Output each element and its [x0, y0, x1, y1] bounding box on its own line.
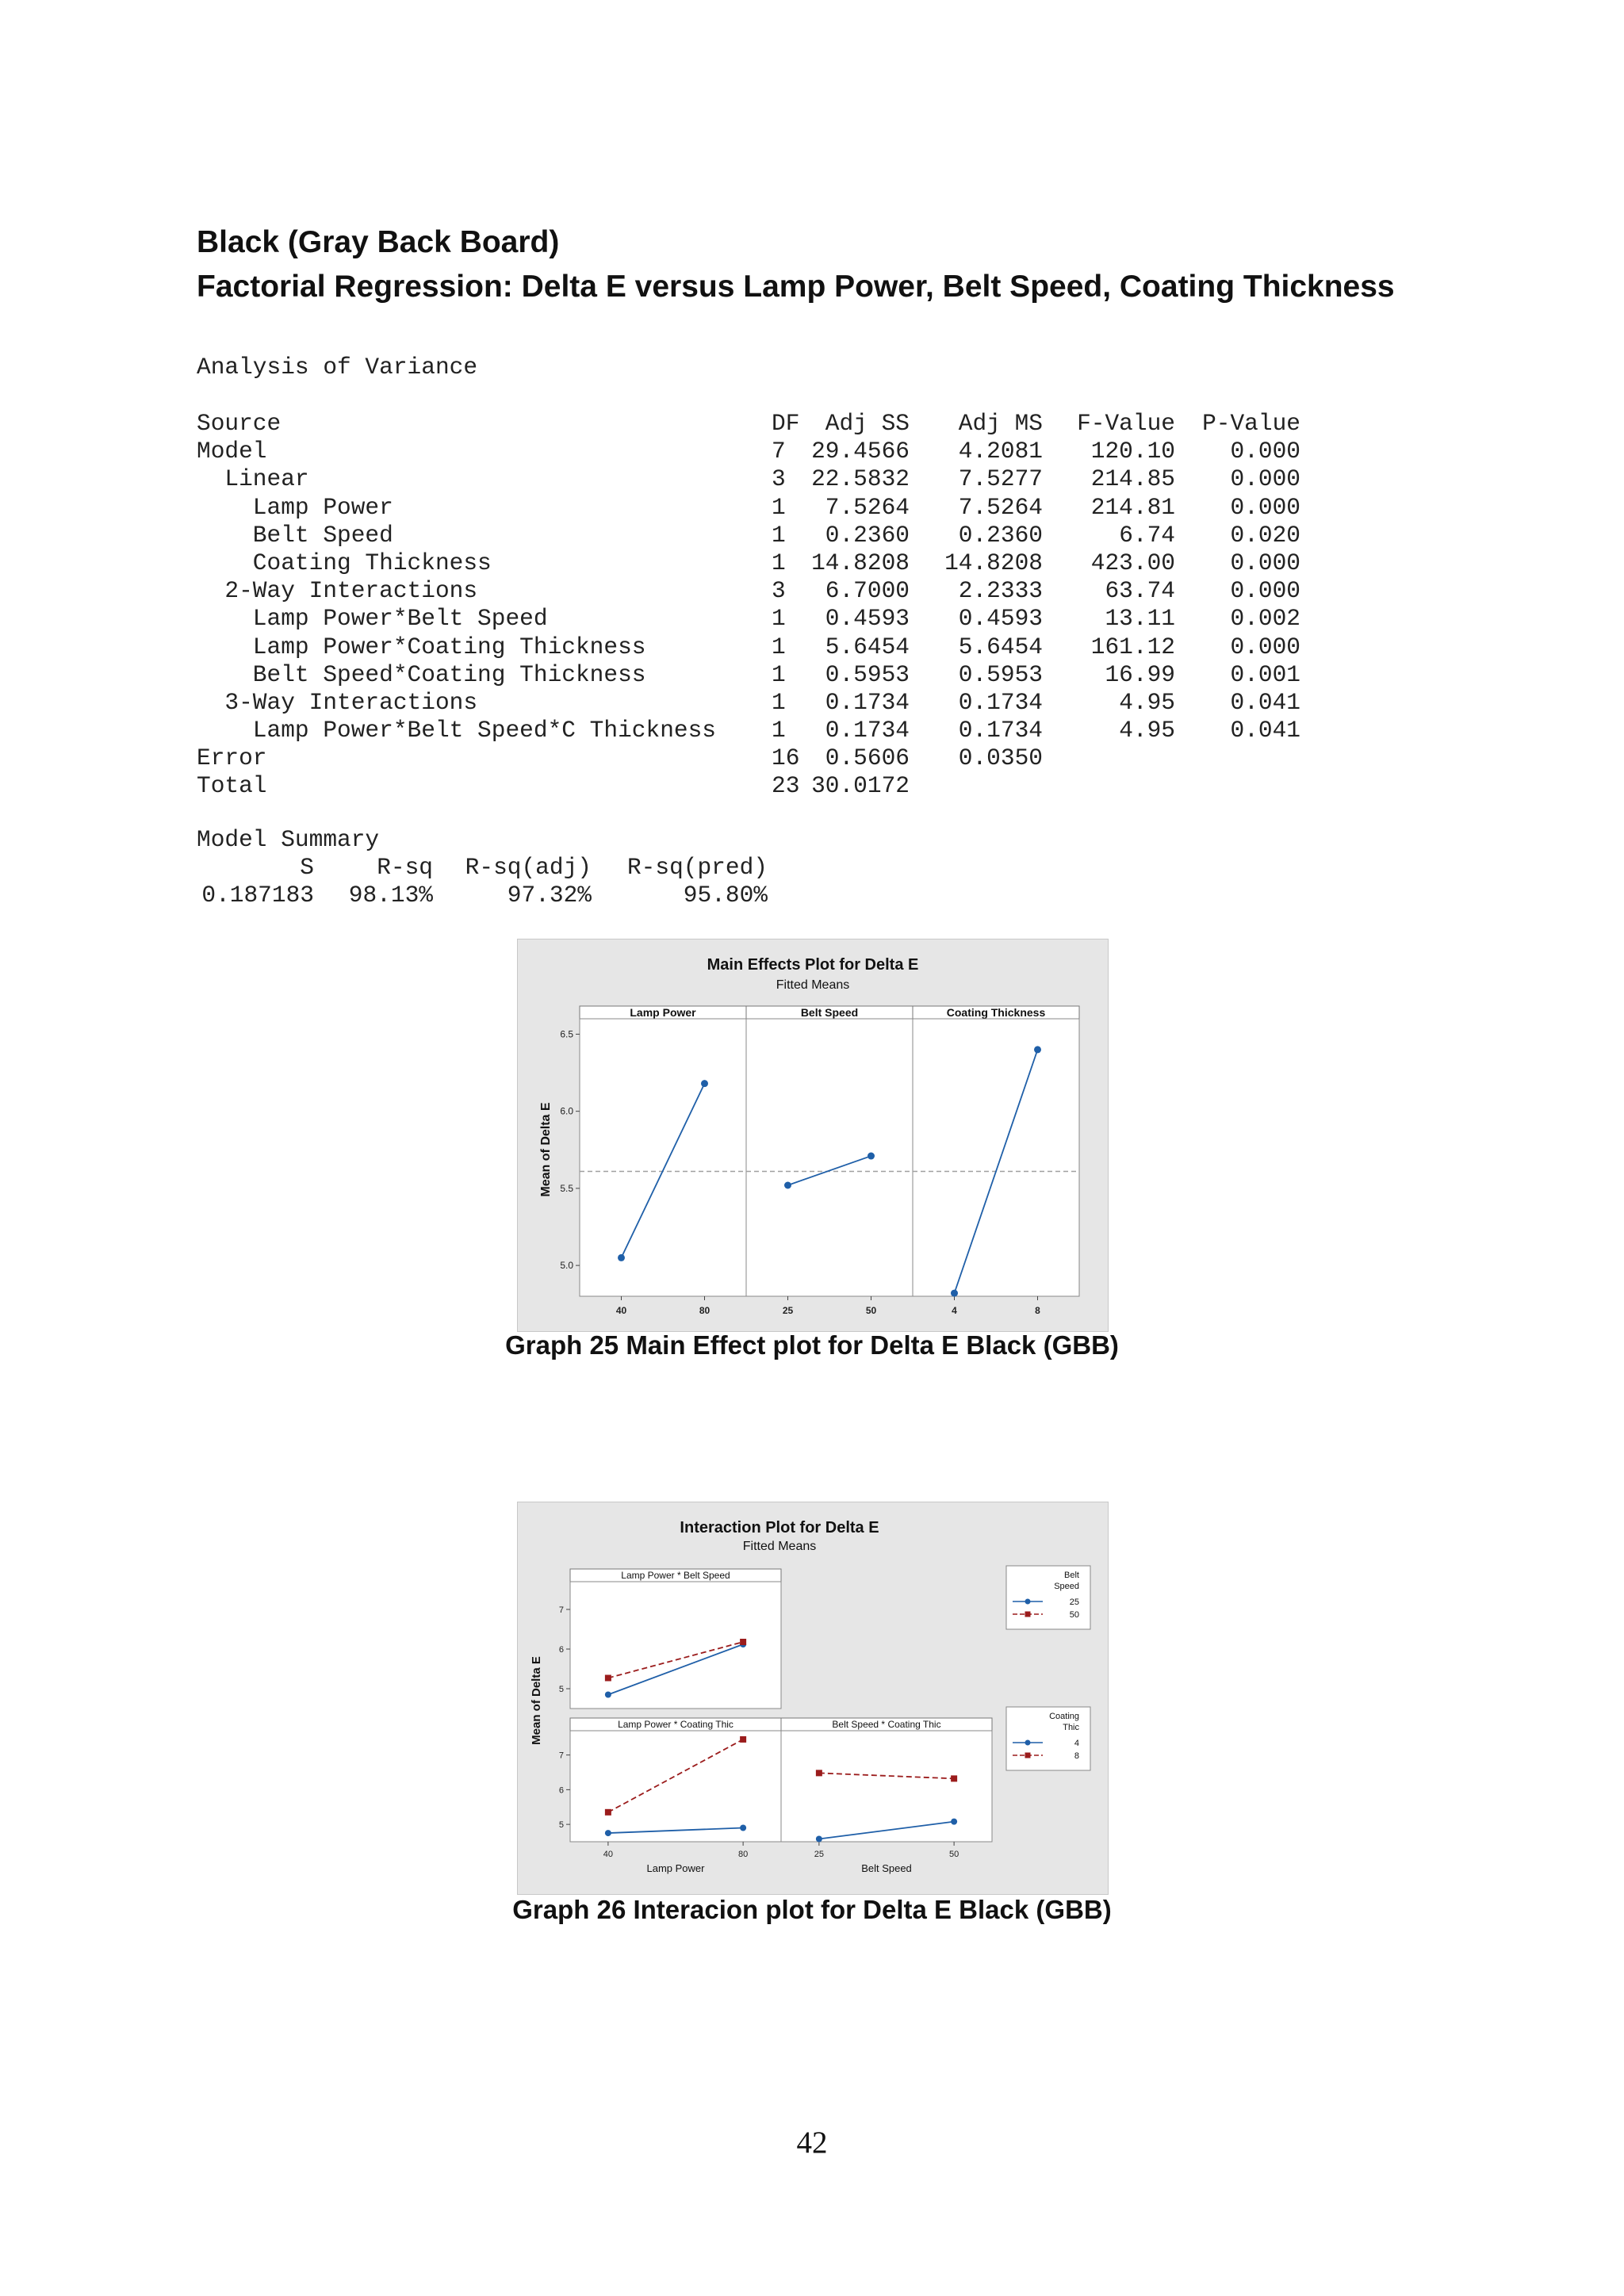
anova-cell-df: 1 [772, 521, 786, 549]
x-tick-label: 80 [737, 1850, 749, 1859]
data-point [816, 1836, 822, 1843]
anova-row [197, 717, 1300, 744]
data-point [605, 1675, 611, 1682]
ms-header-rsq-adj: R-sq(adj) [465, 854, 592, 882]
anova-cell-p-value: 0.041 [1230, 717, 1300, 744]
anova-row [197, 577, 1300, 605]
ms-value-rsq: 98.13% [348, 882, 433, 909]
anova-cell-adj-ss: 0.1734 [825, 688, 910, 716]
x-tick-label: 40 [603, 1850, 614, 1859]
anova-cell-df: 1 [772, 605, 786, 633]
anova-cell-adj-ms: 0.1734 [958, 717, 1043, 744]
x-axis-label: Belt Speed [861, 1862, 912, 1874]
anova-cell-f-value: 120.10 [1090, 438, 1175, 465]
panel-header-label: Coating Thickness [946, 1006, 1046, 1019]
anova-cell-adj-ms: 0.4593 [958, 605, 1043, 633]
anova-cell-adj-ms: 2.2333 [958, 577, 1043, 605]
anova-cell-source: Lamp Power*Coating Thickness [197, 633, 646, 660]
panel-plot-area [580, 1019, 746, 1296]
panel-plot-area [746, 1019, 913, 1296]
anova-cell-adj-ss: 29.4566 [811, 438, 910, 465]
anova-cell-p-value: 0.000 [1230, 633, 1300, 660]
main-effects-chart [518, 939, 1108, 1331]
anova-cell-source: Lamp Power [197, 493, 393, 521]
anova-cell-df: 1 [772, 660, 786, 688]
anova-cell-df: 7 [772, 438, 786, 465]
ms-header-s: S [300, 854, 314, 882]
data-point [951, 1819, 957, 1825]
anova-cell-adj-ss: 14.8208 [811, 549, 910, 576]
data-point [605, 1809, 611, 1816]
anova-cell-adj-ms: 0.1734 [958, 688, 1043, 716]
x-axis-label: Lamp Power [646, 1862, 705, 1874]
anova-cell-adj-ms: 7.5277 [958, 465, 1043, 493]
legend-marker [1025, 1740, 1031, 1746]
legend-title: Speed [1054, 1582, 1079, 1591]
data-point [1034, 1046, 1041, 1053]
anova-cell-source: Total [197, 772, 267, 800]
anova-cell-source: Coating Thickness [197, 549, 492, 576]
anova-cell-adj-ss: 0.4593 [825, 605, 910, 633]
anova-cell-f-value: 4.95 [1119, 688, 1175, 716]
regression-title: Factorial Regression: Delta E versus Lamp Power, Belt Speed, Coating Thickness [197, 270, 1395, 304]
anova-cell-adj-ms: 0.5953 [958, 660, 1043, 688]
anova-cell-f-value [1043, 772, 1175, 800]
panel-header-label: Lamp Power * Coating Thic [618, 1719, 733, 1730]
anova-cell-adj-ss: 0.5953 [825, 660, 910, 688]
anova-cell-df: 3 [772, 465, 786, 493]
anova-cell-df: 16 [772, 744, 800, 772]
anova-cell-f-value: 16.99 [1105, 660, 1175, 688]
anova-cell-f-value: 13.11 [1105, 605, 1175, 633]
x-tick-label: 50 [948, 1850, 959, 1859]
y-tick-label: 6.5 [560, 1028, 573, 1040]
y-tick-label: 5 [558, 1685, 564, 1694]
panel-header-label: Belt Speed * Coating Thic [832, 1719, 941, 1730]
anova-cell-df: 3 [772, 577, 786, 605]
anova-cell-df: 1 [772, 549, 786, 576]
data-point [740, 1825, 746, 1831]
anova-row [197, 689, 1300, 717]
legend-entry-label: 50 [1069, 1610, 1079, 1620]
legend-marker [1025, 1612, 1031, 1617]
anova-cell-p-value: 0.000 [1230, 549, 1300, 576]
y-tick-label: 6 [558, 1645, 564, 1655]
data-point [868, 1153, 875, 1160]
y-tick-label: 5 [558, 1820, 564, 1831]
data-point [951, 1290, 958, 1297]
legend-entry-label: 8 [1074, 1751, 1079, 1761]
anova-header-adj-ss: Adj SS [825, 410, 910, 437]
y-tick-label: 6.0 [560, 1105, 573, 1117]
anova-row [197, 772, 1300, 800]
x-tick-label: 50 [865, 1305, 877, 1316]
anova-cell-f-value: 161.12 [1090, 633, 1175, 660]
anova-cell-p-value: 0.000 [1230, 465, 1300, 493]
legend-marker [1025, 1599, 1031, 1605]
data-point [605, 1830, 611, 1836]
anova-cell-adj-ms: 14.8208 [944, 549, 1043, 576]
anova-cell-adj-ms: 0.2360 [958, 521, 1043, 549]
anova-cell-p-value: 0.001 [1230, 660, 1300, 688]
anova-cell-source: Model [197, 438, 267, 465]
anova-header-row [197, 410, 1300, 438]
anova-cell-p-value: 0.041 [1230, 688, 1300, 716]
anova-cell-source: Belt Speed*Coating Thickness [197, 660, 646, 688]
anova-row [197, 438, 1300, 465]
data-point [951, 1775, 957, 1781]
x-tick-label: 8 [1035, 1305, 1040, 1316]
anova-row [197, 661, 1300, 689]
anova-cell-df: 1 [772, 633, 786, 660]
anova-row [197, 522, 1300, 549]
anova-cell-adj-ms: 5.6454 [958, 633, 1043, 660]
data-point [740, 1639, 746, 1645]
anova-cell-p-value: 0.000 [1230, 493, 1300, 521]
panel-plot-area [570, 1731, 781, 1842]
panel-header-label: Belt Speed [800, 1006, 859, 1019]
main-effects-figure [517, 939, 1109, 1332]
panel-plot-area [913, 1019, 1079, 1296]
interaction-subtitle: Fitted Means [742, 1540, 817, 1553]
model-summary-values-row [197, 882, 768, 909]
anova-cell-adj-ms [910, 772, 1043, 800]
anova-cell-df: 23 [772, 772, 800, 800]
y-tick-label: 5.5 [560, 1182, 573, 1194]
anova-row [197, 549, 1300, 577]
ms-value-rsq-pred: 95.80% [683, 882, 768, 909]
data-point [618, 1254, 625, 1261]
anova-cell-source: Lamp Power*Belt Speed [197, 605, 548, 633]
section-heading: Black (Gray Back Board) [197, 225, 560, 259]
data-point [784, 1182, 791, 1189]
anova-cell-adj-ms: 4.2081 [958, 438, 1043, 465]
model-summary [197, 826, 768, 910]
ms-header-rsq: R-sq [377, 854, 433, 882]
model-summary-header-row [197, 854, 768, 882]
anova-header-f-value: F-Value [1077, 410, 1175, 437]
anova-cell-p-value: 0.002 [1230, 605, 1300, 633]
anova-cell-f-value: 214.81 [1090, 493, 1175, 521]
interaction-ylabel: Mean of Delta E [530, 1656, 543, 1745]
anova-cell-adj-ss: 6.7000 [825, 577, 910, 605]
legend-title: Coating [1049, 1712, 1079, 1721]
legend-title: Belt [1064, 1571, 1079, 1580]
graph25-caption: Graph 25 Main Effect plot for Delta E Black (GBB) [505, 1330, 1119, 1360]
anova-cell-df: 1 [772, 493, 786, 521]
anova-cell-source: 2-Way Interactions [197, 577, 478, 605]
page-number: 42 [796, 2126, 828, 2160]
anova-header-source: Source [197, 410, 282, 437]
panel-plot-area [781, 1731, 992, 1842]
anova-header-p-value: P-Value [1202, 410, 1300, 437]
anova-header-df: DF [772, 410, 800, 437]
y-tick-label: 6 [558, 1785, 564, 1796]
anova-cell-df: 1 [772, 688, 786, 716]
anova-cell-source: Belt Speed [197, 521, 393, 549]
data-point [816, 1770, 822, 1776]
anova-cell-adj-ss: 0.5606 [825, 744, 910, 772]
legend-entry-label: 25 [1069, 1598, 1079, 1607]
anova-cell-adj-ss: 30.0172 [811, 772, 910, 800]
anova-cell-p-value: 0.020 [1230, 521, 1300, 549]
anova-cell-f-value: 4.95 [1119, 717, 1175, 744]
interaction-title: Interaction Plot for Delta E [680, 1519, 879, 1536]
anova-cell-f-value: 63.74 [1105, 577, 1175, 605]
y-tick-label: 7 [558, 1751, 564, 1761]
panel-plot-area [570, 1582, 781, 1709]
main-effects-subtitle: Fitted Means [776, 978, 850, 992]
anova-header-adj-ms: Adj MS [958, 410, 1043, 437]
data-point [605, 1692, 611, 1698]
anova-cell-p-value [1175, 772, 1300, 800]
x-tick-label: 80 [699, 1305, 710, 1316]
anova-cell-f-value: 214.85 [1090, 465, 1175, 493]
anova-row [197, 605, 1300, 633]
ms-header-rsq-pred: R-sq(pred) [626, 854, 768, 882]
x-tick-label: 25 [782, 1305, 794, 1316]
anova-title: Analysis of Variance [197, 354, 478, 381]
anova-cell-adj-ms: 7.5264 [958, 493, 1043, 521]
anova-row [197, 494, 1300, 522]
legend-marker [1025, 1753, 1031, 1758]
legend-title: Thic [1063, 1723, 1079, 1732]
y-tick-label: 7 [558, 1605, 564, 1615]
anova-cell-adj-ss: 0.2360 [825, 521, 910, 549]
panel-header-label: Lamp Power * Belt Speed [621, 1570, 730, 1581]
anova-cell-adj-ss: 7.5264 [825, 493, 910, 521]
anova-cell-adj-ss: 5.6454 [825, 633, 910, 660]
anova-cell-df: 1 [772, 717, 786, 744]
x-tick-label: 40 [615, 1305, 627, 1316]
x-tick-label: 4 [952, 1305, 957, 1316]
main-effects-ylabel: Mean of Delta E [539, 1102, 553, 1197]
anova-cell-p-value: 0.000 [1230, 438, 1300, 465]
interaction-chart [518, 1502, 1108, 1894]
anova-table [197, 410, 1300, 801]
anova-cell-adj-ms: 0.0350 [958, 744, 1043, 772]
panel-header-label: Lamp Power [630, 1006, 696, 1019]
ms-value-rsq-adj: 97.32% [507, 882, 592, 909]
anova-cell-source: Linear [197, 465, 309, 493]
interaction-figure [517, 1502, 1109, 1895]
anova-row [197, 744, 1300, 772]
y-tick-label: 5.0 [560, 1260, 573, 1272]
anova-cell-source: Lamp Power*Belt Speed*C Thickness [197, 717, 717, 744]
graph26-caption: Graph 26 Interacion plot for Delta E Black (GBB) [512, 1895, 1112, 1924]
anova-cell-f-value: 6.74 [1119, 521, 1175, 549]
x-tick-label: 25 [814, 1850, 825, 1859]
anova-cell-adj-ss: 22.5832 [811, 465, 910, 493]
model-summary-title: Model Summary [197, 826, 380, 853]
data-point [701, 1080, 708, 1087]
anova-cell-source: 3-Way Interactions [197, 688, 478, 716]
ms-value-s: 0.187183 [201, 882, 314, 909]
anova-cell-source: Error [197, 744, 267, 772]
legend-entry-label: 4 [1074, 1739, 1079, 1748]
data-point [740, 1736, 746, 1743]
anova-row [197, 633, 1300, 661]
anova-cell-p-value [1175, 744, 1300, 772]
anova-cell-p-value: 0.000 [1230, 577, 1300, 605]
anova-cell-adj-ss: 0.1734 [825, 717, 910, 744]
anova-cell-f-value [1043, 744, 1175, 772]
anova-row [197, 465, 1300, 493]
main-effects-title: Main Effects Plot for Delta E [707, 956, 919, 974]
anova-cell-f-value: 423.00 [1090, 549, 1175, 576]
